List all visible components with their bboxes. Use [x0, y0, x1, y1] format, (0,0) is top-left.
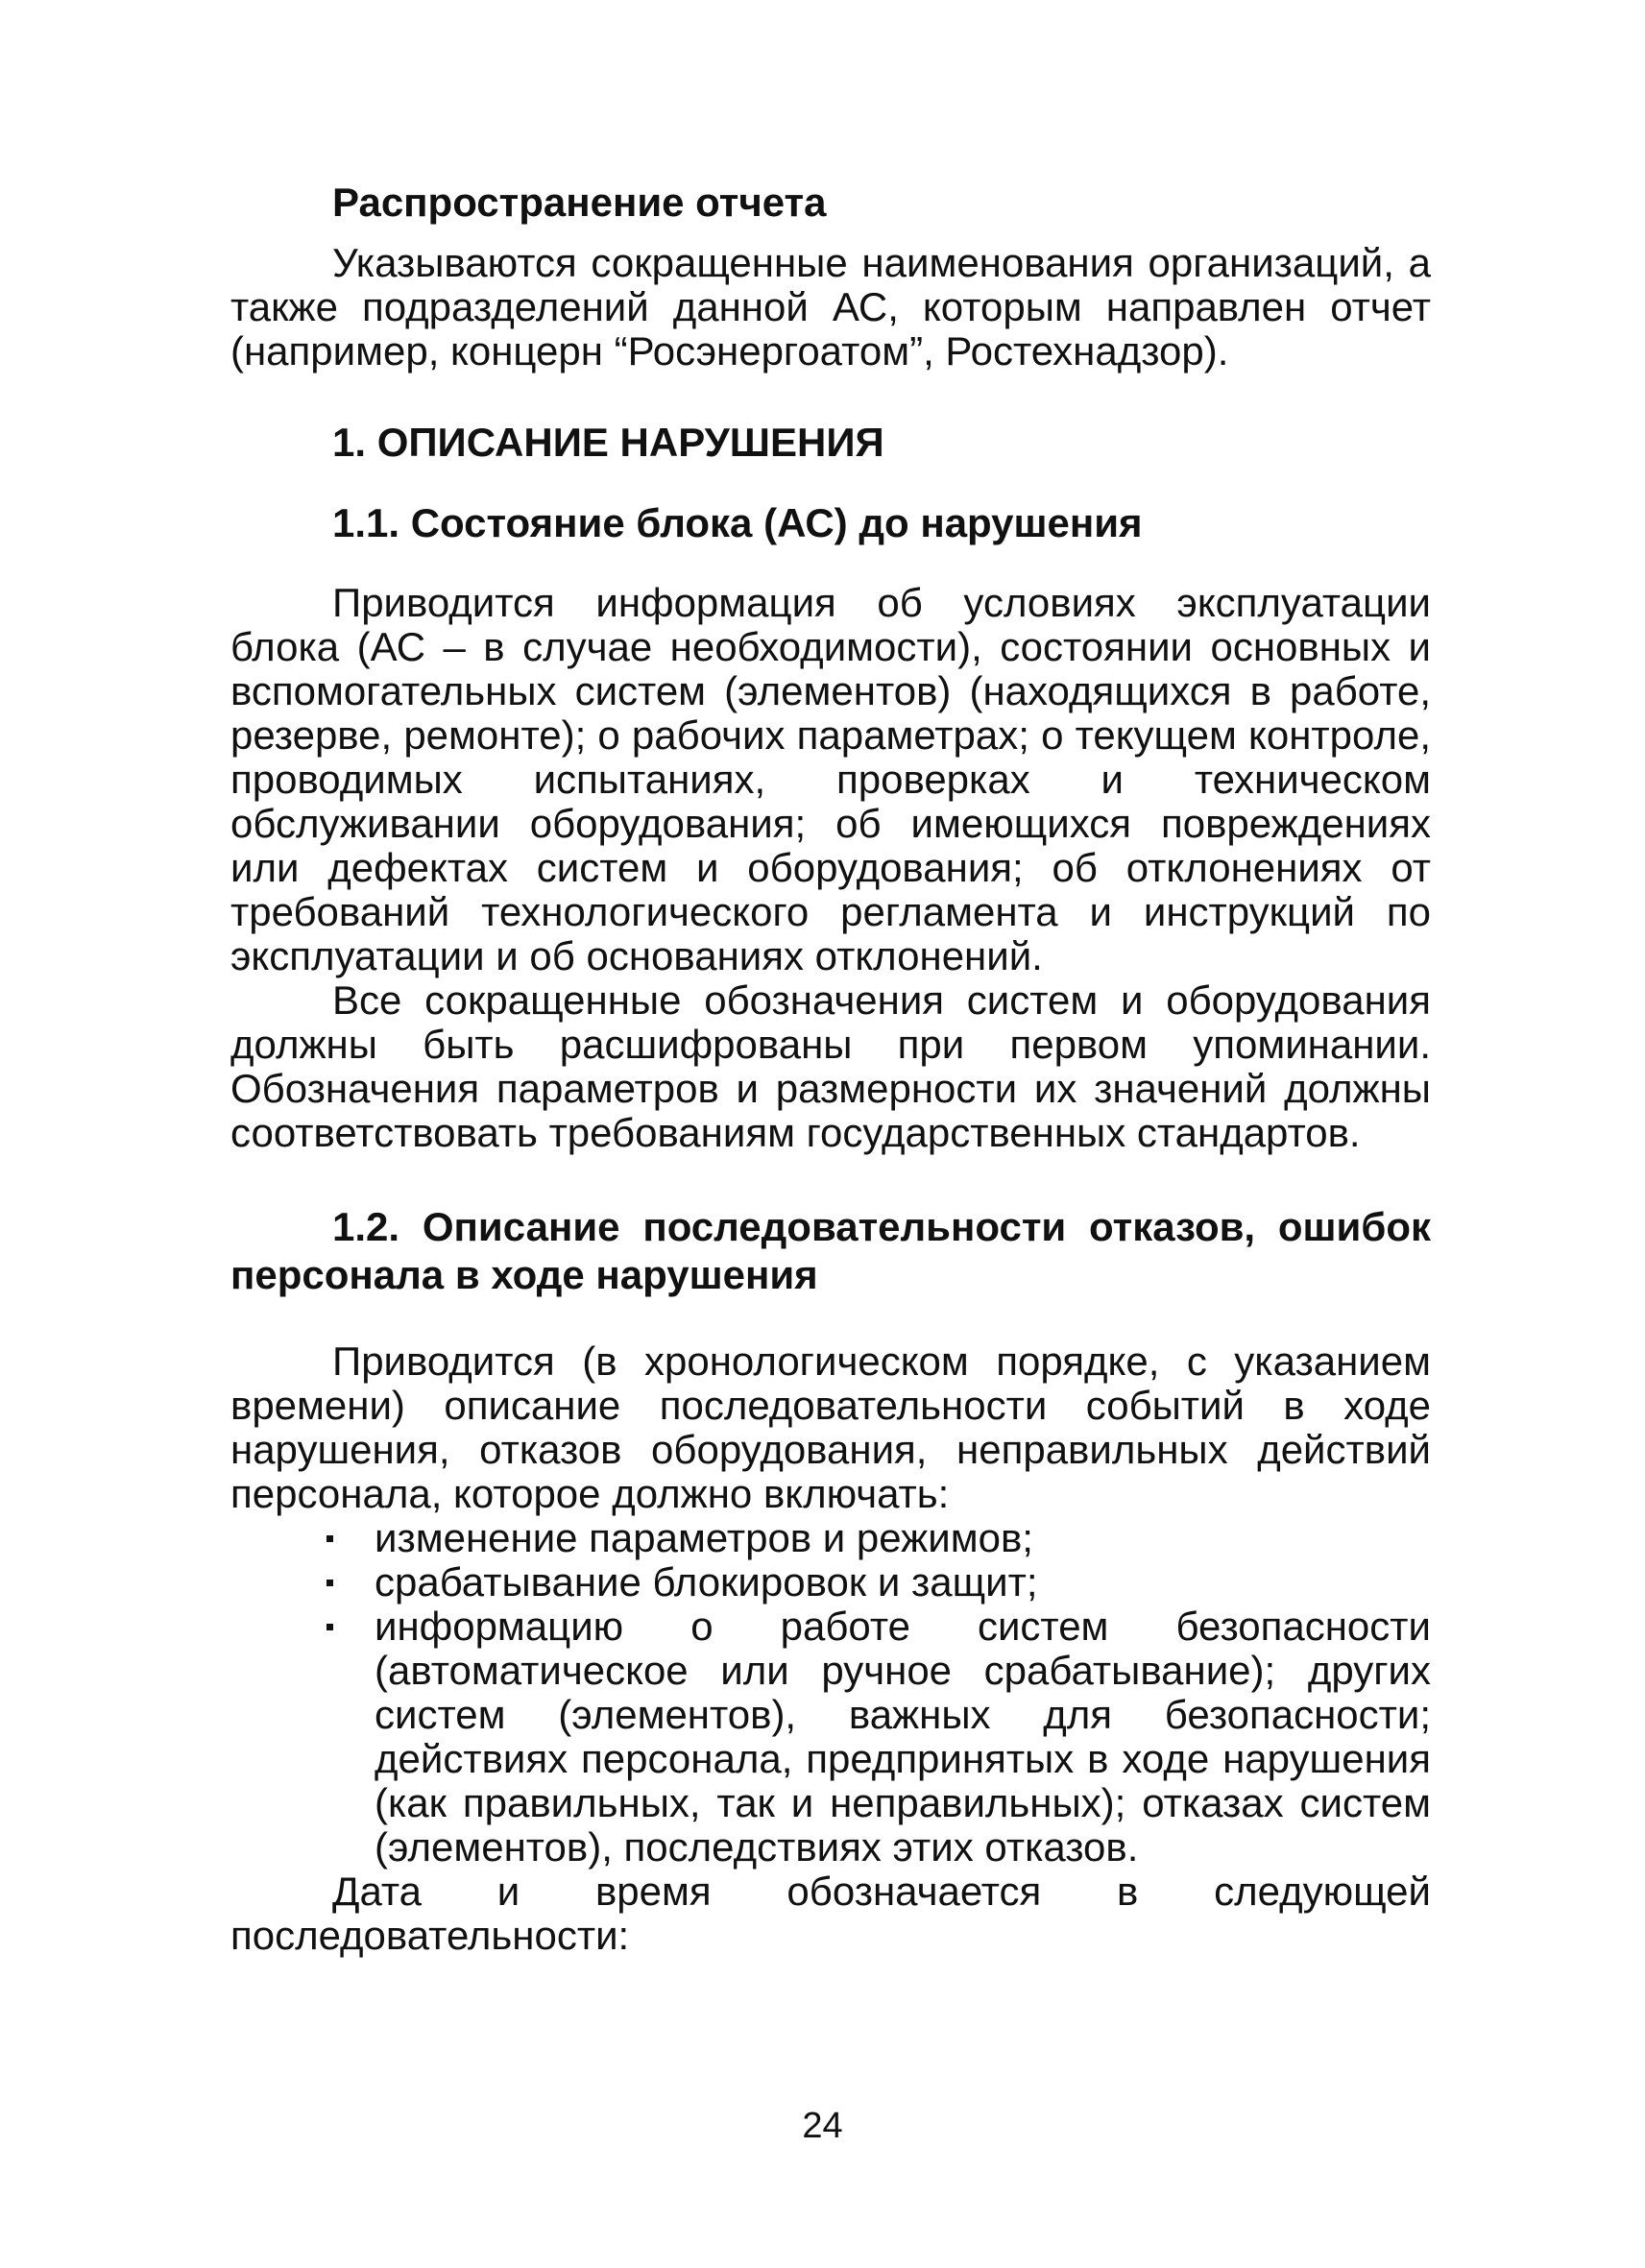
bullet-icon: [327, 1624, 333, 1630]
section-1-1-heading: 1.1. Состояние блока (АС) до нарушения: [332, 500, 1143, 545]
section-1-2-heading: 1.2. Описание последовательности отказов, ошибок персонала в ходе нарушения: [230, 1204, 1431, 1297]
list-item: [230, 1560, 1431, 1604]
list-item-text: срабатывание блокировок и защит;: [375, 1559, 1038, 1604]
bullet-icon: [327, 1580, 333, 1586]
list-item: [230, 1604, 1431, 1870]
list-item-text: изменение параметров и режимов;: [375, 1515, 1033, 1560]
section-1-1-paragraph-1: Приводится информация об условиях эксплуатации блока (АС – в случае необходимости), состоянии основных и вспомогательных систем (элементов) (находящихся в работе, резерве, ремонте); о рабочих параметрах; о текущем контроле, проводимых испытаниях, проверках и техническом обслуживании оборудования; об имеющихся повреждениях или дефектах систем и оборудования; об отклонениях от требований технологического регламента и инструкций по эксплуатации и об основаниях отклонений.: [230, 580, 1431, 978]
events-list: [230, 1516, 1431, 1870]
page-number: 24: [802, 2106, 843, 2146]
bullet-icon: [327, 1535, 333, 1542]
distribution-heading: Распространение отчета: [332, 180, 827, 225]
section-1-2-intro: Приводится (в хронологическом порядке, с указанием времени) описание последовательности событий в ходе нарушения, отказов оборудования, неправильных действий персонала, которое должно включать:: [230, 1339, 1431, 1516]
document-page: [230, 178, 1431, 1958]
list-item: [230, 1516, 1431, 1560]
distribution-text: Указываются сокращенные наименования организаций, а также подразделений данной АС, которым направлен отчет (например, концерн “Росэнергоатом”, Ростехнадзор).: [230, 240, 1431, 374]
list-item-text: информацию о работе систем безопасности (автоматическое или ручное срабатывание); других систем (элементов), важных для безопасности; действиях персонала, предпринятых в ходе нарушения (как правильных, так и неправильных); отказах систем (элементов), последствиях этих отказов.: [375, 1604, 1431, 1870]
section-1-1-paragraph-2: Все сокращенные обозначения систем и оборудования должны быть расшифрованы при первом упоминании. Обозначения параметров и размерности их значений должны соответствовать требованиям государственных стандартов.: [230, 977, 1431, 1155]
section-1-heading: 1. ОПИСАНИЕ НАРУШЕНИЯ: [332, 420, 884, 465]
section-1-2-closing: Дата и время обозначается в следующей последовательности:: [230, 1869, 1431, 1958]
